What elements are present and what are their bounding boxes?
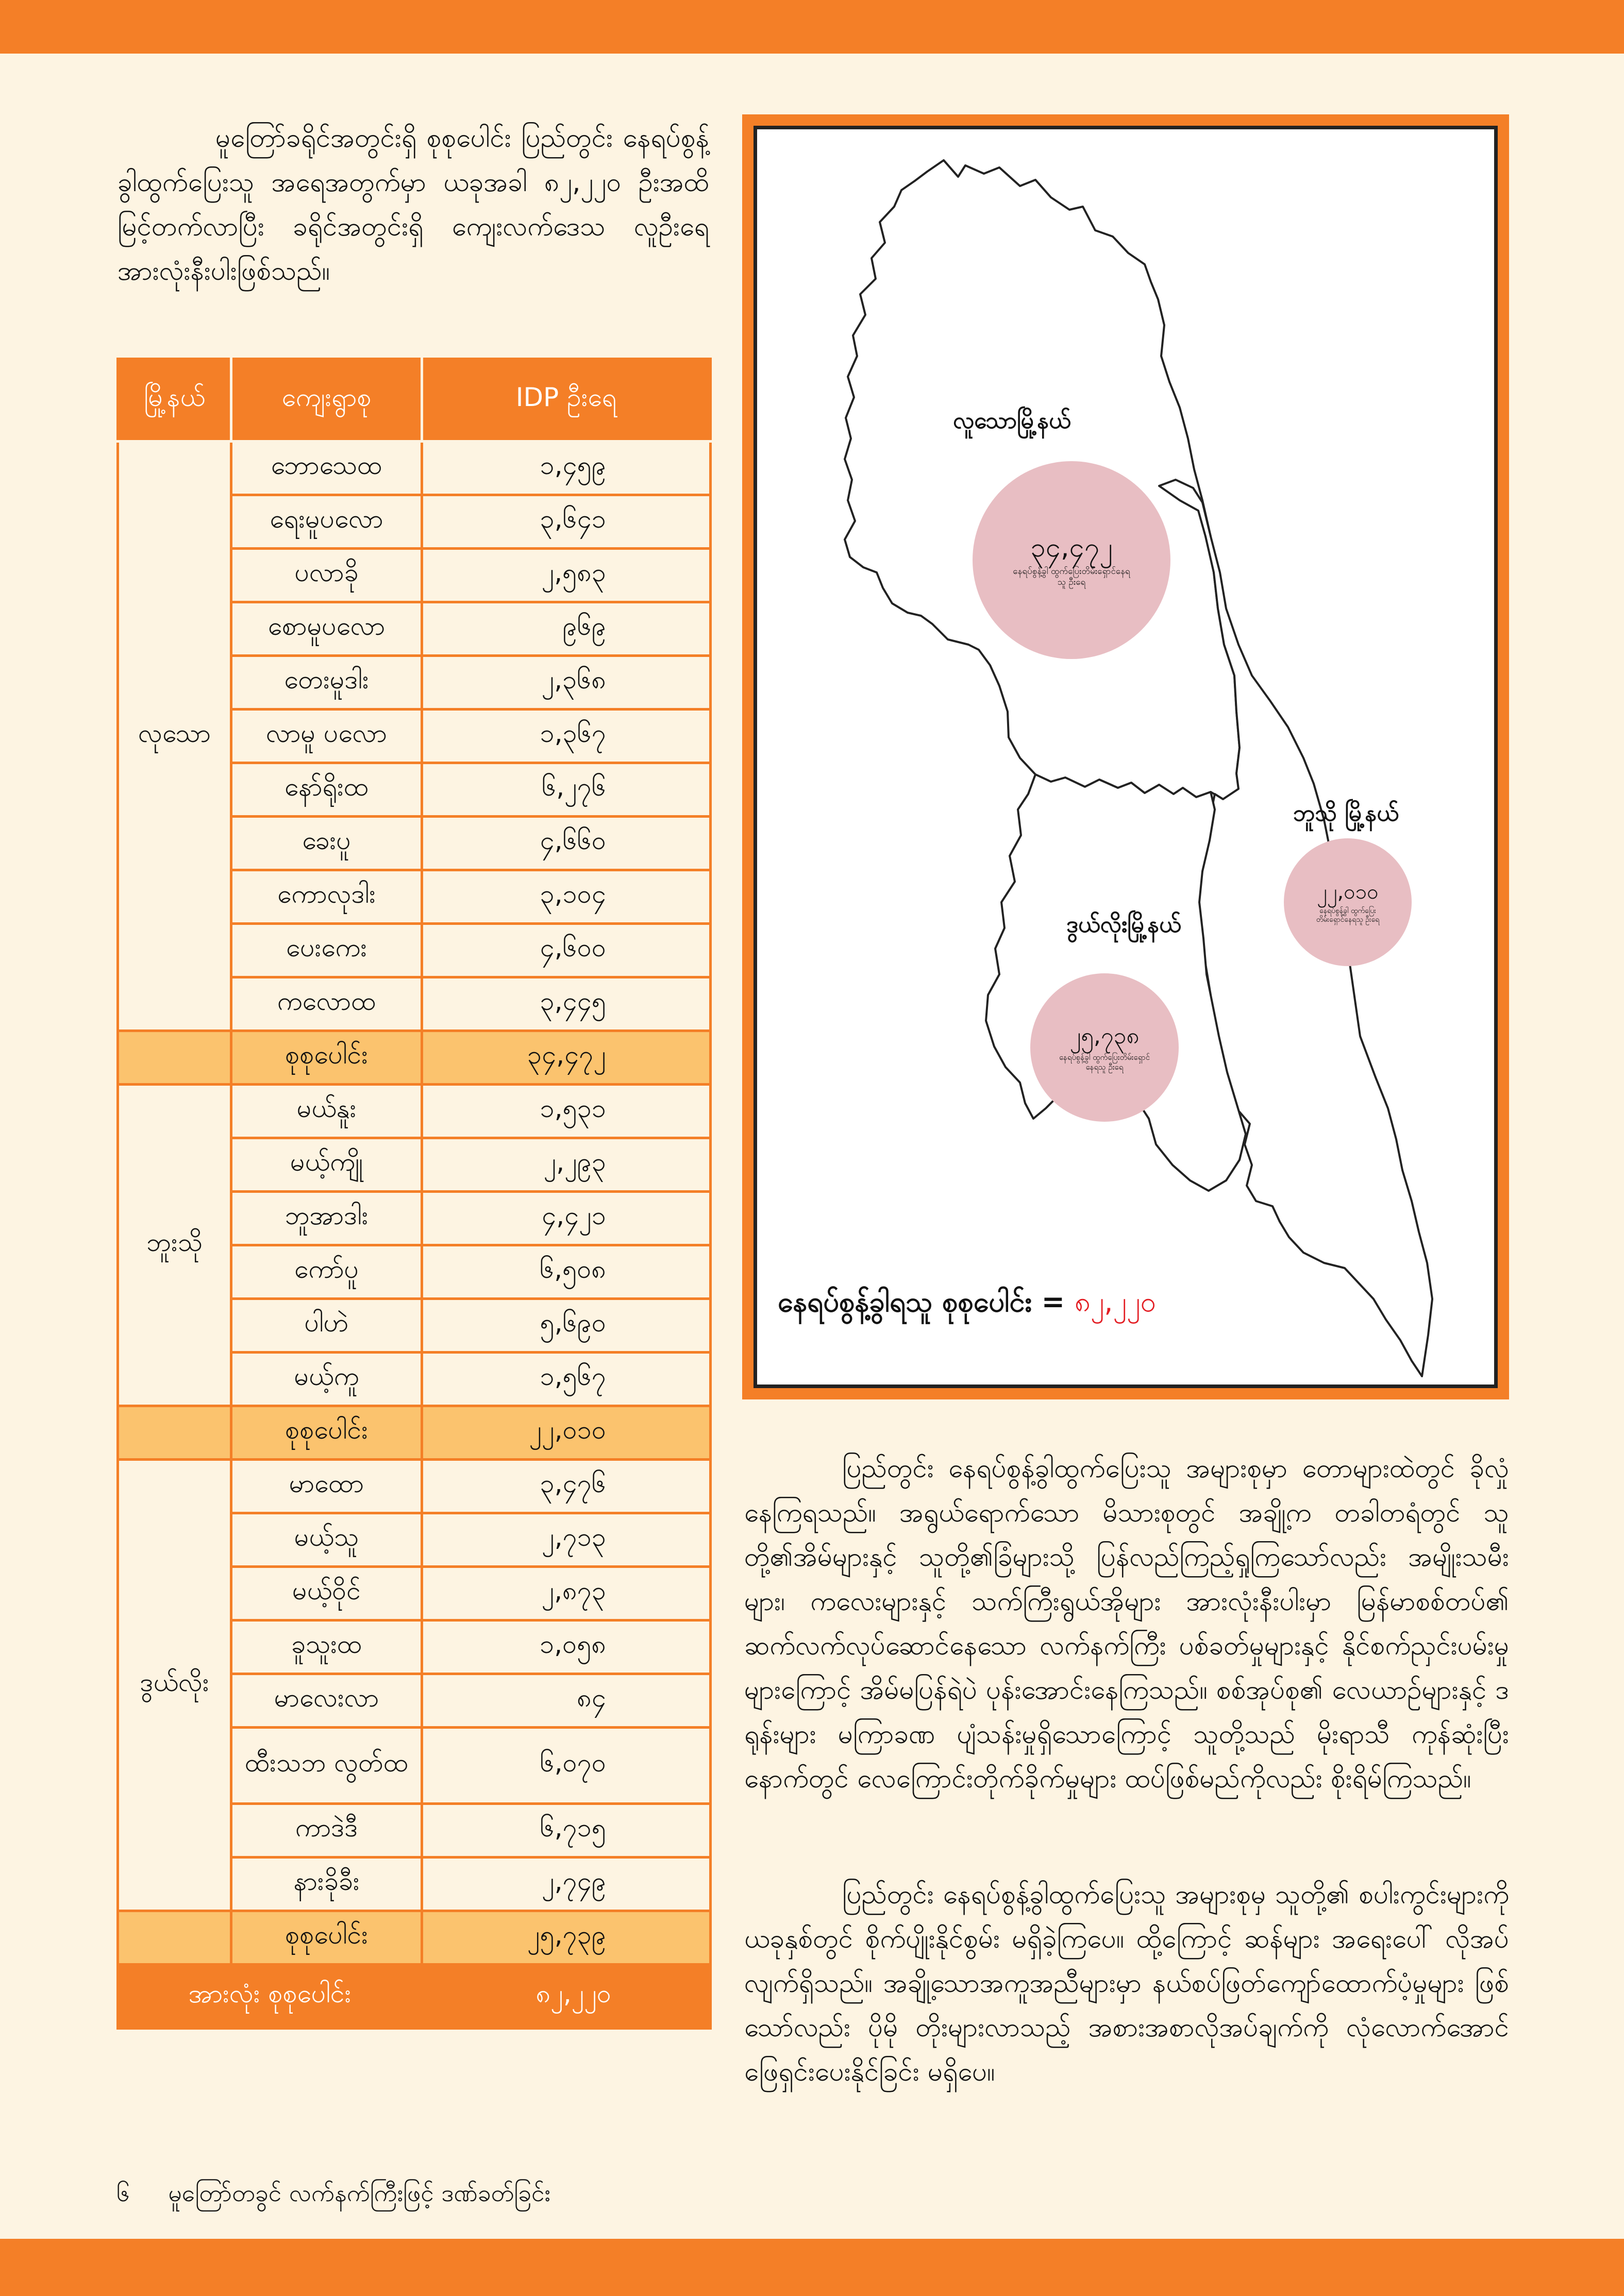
village-cell: မယ်နူး bbox=[231, 1085, 422, 1138]
village-cell: ဘောသေထ bbox=[231, 442, 422, 495]
count-cell: ၁,၅၆၇ bbox=[422, 1353, 711, 1406]
subtotal-label: စုစုပေါင်း bbox=[231, 1911, 422, 1965]
count-cell: ၆,၅၀၈ bbox=[422, 1245, 711, 1299]
village-cell: ထီးသဘ လွတ်ထ bbox=[231, 1728, 422, 1804]
subtotal-blank-cell bbox=[118, 1031, 231, 1085]
count-cell: ၄,၆၆၀ bbox=[422, 817, 711, 870]
village-cell: နားခိုခီး bbox=[231, 1858, 422, 1911]
count-cell: ၆,၂၇၆ bbox=[422, 763, 711, 817]
count-cell: ၂,၅၈၃ bbox=[422, 549, 711, 602]
subtotal-row bbox=[118, 1911, 711, 1965]
village-cell: ပလာခို bbox=[231, 549, 422, 602]
village-cell: ခေးပူ bbox=[231, 817, 422, 870]
table-row bbox=[118, 1085, 711, 1138]
count-cell: ၁,၅၃၁ bbox=[422, 1085, 711, 1138]
subtotal-value: ၂၂,၀၁၀ bbox=[422, 1406, 711, 1460]
subtotal-label: စုစုပေါင်း bbox=[231, 1031, 422, 1085]
bubble-value: ၂၅,၇၃၈ bbox=[1069, 1023, 1140, 1049]
village-cell: မယ့်ကူ bbox=[231, 1353, 422, 1406]
township-cell: လုသော bbox=[118, 442, 231, 1031]
village-cell: မယ့်ကျို bbox=[231, 1138, 422, 1192]
bubble-value: ၂၂,၀၁၀ bbox=[1317, 880, 1379, 904]
table-row bbox=[118, 442, 711, 495]
village-cell: ကလောထ bbox=[231, 977, 422, 1031]
grand-total-row bbox=[118, 1965, 711, 2029]
map-total-value: ၈၂,၂၂၀ bbox=[1074, 1286, 1156, 1318]
bubble-lutaw bbox=[973, 461, 1170, 659]
map-frame bbox=[742, 114, 1509, 1399]
region-label-dwe-lo: ဒွယ်လိုးမြို့နယ် bbox=[1066, 911, 1181, 938]
top-orange-band bbox=[0, 0, 1624, 54]
map-panel bbox=[754, 126, 1498, 1388]
count-cell: ၉၆၉ bbox=[422, 602, 711, 656]
count-cell: ၆,၇၁၅ bbox=[422, 1804, 711, 1858]
village-cell: စောမူပလော bbox=[231, 602, 422, 656]
grand-total-value: ၈၂,၂၂၀ bbox=[422, 1965, 711, 2029]
count-cell: ၅,၆၉၀ bbox=[422, 1299, 711, 1353]
count-cell: ၄,၆၀၀ bbox=[422, 924, 711, 977]
count-cell: ၁,၀၅၈ bbox=[422, 1620, 711, 1674]
bottom-orange-band bbox=[0, 2239, 1624, 2296]
table-header-row bbox=[118, 359, 711, 442]
village-cell: မယ့်သူ bbox=[231, 1513, 422, 1567]
village-cell: မယ့်ဝိုင် bbox=[231, 1567, 422, 1620]
township-cell: ဘူးသို bbox=[118, 1085, 231, 1406]
village-cell: ပေးကေး bbox=[231, 924, 422, 977]
township-cell: ဒွယ်လိုး bbox=[118, 1460, 231, 1911]
header-township: မြို့နယ် bbox=[118, 359, 231, 442]
count-cell: ၃,၁၀၄ bbox=[422, 870, 711, 924]
count-cell: ၁,၄၅၉ bbox=[422, 442, 711, 495]
map-total-label: နေရပ်စွန့်ခွါရသူ စုစုပေါင်း = bbox=[778, 1286, 1065, 1318]
count-cell: ၂,၂၉၃ bbox=[422, 1138, 711, 1192]
header-village-tract: ကျေးရွာစု bbox=[231, 359, 422, 442]
village-cell: မာလေးလာ bbox=[231, 1674, 422, 1728]
body-paragraph-3: ပြည်တွင်း နေရပ်စွန့်ခွါထွက်ပြေးသူ အများစုမှ သူတို့၏ စပါးကွင်းများကို ယခုနှစ်တွင် စိုက်ပျိုးနိုင်စွမ်း မရှိခဲ့ကြပေ။ ထို့ကြောင့် ဆန်များ အရေးပေါ် လိုအပ်လျက်ရှိသည်။ အချို့သောအကူအညီများမှာ နယ်စပ်ဖြတ်ကျော်ထောက်ပံ့မှုများ ဖြစ်သော်လည်း ပိုမို တိုးများလာသည့် အစားအစာလိုအပ်ချက်ကို လုံလောက်အောင် ဖြေရှင်းပေးနိုင်ခြင်း မရှိပေ။ bbox=[744, 1880, 1509, 2087]
village-cell: ကာဒဲဒီ bbox=[231, 1804, 422, 1858]
village-cell: လာမူ ပလော bbox=[231, 710, 422, 763]
region-label-bu-tho: ဘူသို မြို့နယ် bbox=[1293, 800, 1399, 826]
count-cell: ၃,၄၄၅ bbox=[422, 977, 711, 1031]
village-cell: ကော်ပူ bbox=[231, 1245, 422, 1299]
village-cell: ရေးမူပလော bbox=[231, 495, 422, 549]
intro-paragraph: မူတြော်ခရိုင်အတွင်းရှိ စုစုပေါင်း ပြည်တွင်း နေရပ်စွန့်ခွါထွက်ပြေးသူ အရေအတွက်မှာ ယခုအခါ ၈၂,၂၂၀ ဦးအထိ မြင့်တက်လာပြီး ခရိုင်အတွင်းရှိ ကျေးလက်ဒေသ လူဦးရေအားလုံးနီးပါးဖြစ်သည်။ bbox=[118, 123, 709, 286]
region-label-lutaw: လူသောမြို့နယ် bbox=[953, 408, 1071, 434]
header-idp-count: IDP ဦးရေ bbox=[422, 359, 711, 442]
bubble-value: ၃၄,၄၇၂ bbox=[1030, 532, 1113, 563]
village-cell: နော်ရိုးထ bbox=[231, 763, 422, 817]
count-cell: ၈၄ bbox=[422, 1674, 711, 1728]
bubble-caption: နေရပ်စွန့်ခွါ ထွက်ပြေးတိမ်းရှောင်နေရသူ ဦးရေ bbox=[1013, 566, 1130, 587]
count-cell: ၂,၇၁၃ bbox=[422, 1513, 711, 1567]
subtotal-value: ၂၅,၇၃၉ bbox=[422, 1911, 711, 1965]
count-cell: ၄,၄၂၁ bbox=[422, 1192, 711, 1245]
count-cell: ၆,၀၇၀ bbox=[422, 1728, 711, 1804]
bubble-caption: နေရပ်စွန့်ခွါ ထွက်ပြေးတိမ်းရှောင်နေရသူ ဦးရေ bbox=[1059, 1053, 1150, 1072]
count-cell: ၂,၈၇၃ bbox=[422, 1567, 711, 1620]
village-cell: မာထော bbox=[231, 1460, 422, 1513]
subtotal-row bbox=[118, 1031, 711, 1085]
page-number: ၆ bbox=[116, 2179, 130, 2207]
count-cell: ၃,၆၄၁ bbox=[422, 495, 711, 549]
village-cell: ကောလုဒါး bbox=[231, 870, 422, 924]
bubble-caption: နေရပ်စွန့်ခွါ ထွက်ပြေးတိမ်းရှောင်နေရသူ ဦးရေ bbox=[1316, 907, 1380, 924]
idp-table bbox=[116, 358, 712, 2030]
subtotal-label: စုစုပေါင်း bbox=[231, 1406, 422, 1460]
subtotal-blank-cell bbox=[118, 1406, 231, 1460]
subtotal-blank-cell bbox=[118, 1911, 231, 1965]
village-cell: ပါဟဲ bbox=[231, 1299, 422, 1353]
count-cell: ၂,၇၄၉ bbox=[422, 1858, 711, 1911]
bubble-bu-tho bbox=[1284, 838, 1412, 966]
village-cell: ဘူအာဒါး bbox=[231, 1192, 422, 1245]
subtotal-row bbox=[118, 1406, 711, 1460]
district-map bbox=[757, 129, 1494, 1385]
body-paragraph-2: ပြည်တွင်း နေရပ်စွန့်ခွါထွက်ပြေးသူ အများစုမှာ တောများထဲတွင် ခိုလှုံနေကြရသည်။ အရွယ်ရောက်သော မိသားစုတွင် အချို့က တခါတရံတွင် သူတို့၏အိမ်များနှင့် သူတို့၏ခြံများသို့ ပြန်လည်ကြည့်ရှုကြသော်လည်း အမျိုးသမီးများ၊ ကလေးများနှင့် သက်ကြီးရွယ်အိုများ အားလုံးနီးပါးမှာ မြန်မာစစ်တပ်၏ ဆက်လက်လုပ်ဆောင်နေသော လက်နက်ကြီး ပစ်ခတ်မှုများနှင့် နိုင်စက်ညှင်းပမ်းမှုများကြောင့် အိမ်မပြန်ရဲပဲ ပုန်းအောင်းနေကြသည်။ စစ်အုပ်စု၏ လေယာဉ်များနှင့် ဒရုန်းများ မကြာခဏ ပျံသန်းမှုရှိသောကြောင့် သူတို့သည် မိုးရာသီ ကုန်ဆုံးပြီး နောက်တွင် လေကြောင်းတိုက်ခိုက်မှုများ ထပ်ဖြစ်မည်ကိုလည်း စိုးရိမ်ကြသည်။ bbox=[744, 1454, 1509, 1794]
page-footer bbox=[116, 2179, 550, 2213]
village-cell: တေးမူဒါး bbox=[231, 656, 422, 710]
count-cell: ၃,၄၇၆ bbox=[422, 1460, 711, 1513]
grand-total-label: အားလုံး စုစုပေါင်း bbox=[118, 1965, 422, 2029]
map-total bbox=[778, 1285, 1156, 1325]
subtotal-value: ၃၄,၄၇၂ bbox=[422, 1031, 711, 1085]
village-cell: ခူသူးထ bbox=[231, 1620, 422, 1674]
count-cell: ၂,၃၆၈ bbox=[422, 656, 711, 710]
table-row bbox=[118, 1460, 711, 1513]
footer-title: မူတြော်တခွင် လက်နက်ကြီးဖြင့် ဒဏ်ခတ်ခြင်း bbox=[168, 2179, 551, 2207]
count-cell: ၁,၃၆၇ bbox=[422, 710, 711, 763]
bubble-dwe-lo bbox=[1030, 973, 1179, 1122]
